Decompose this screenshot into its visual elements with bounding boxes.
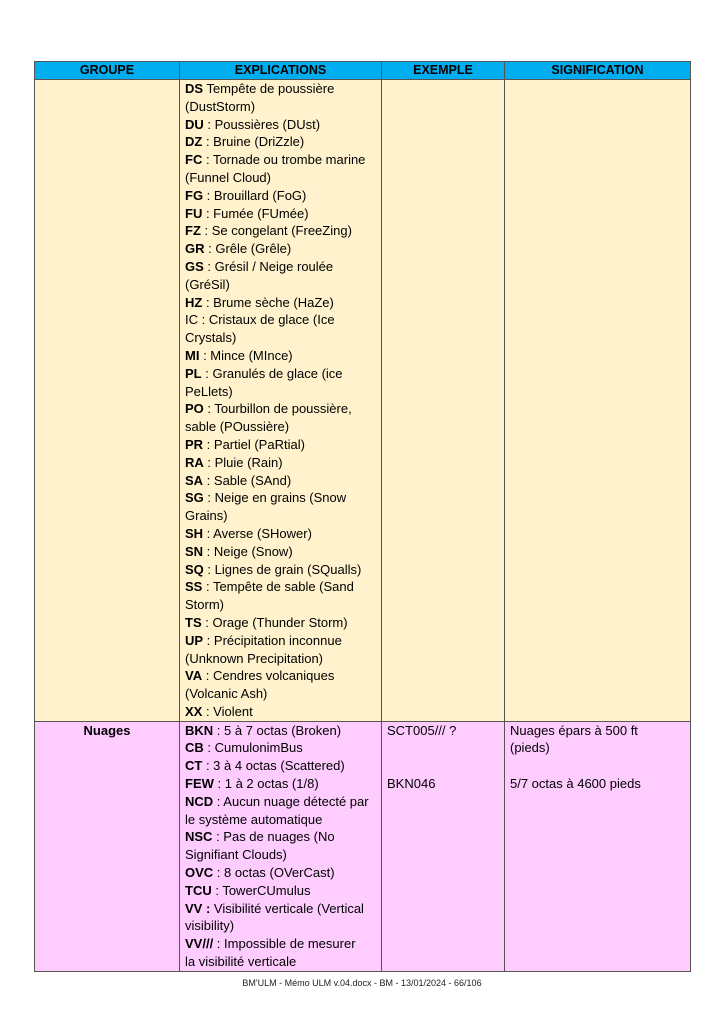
code-label: FEW	[185, 776, 214, 792]
code-description: : Orage (Thunder Storm)	[201, 614, 348, 630]
code-description: : Grésil / Neige roulée	[203, 258, 334, 274]
code-description: (GréSil)	[185, 276, 230, 292]
code-description: : Granulés de glace (ice	[201, 365, 343, 381]
header-explications: EXPLICATIONS	[180, 62, 382, 80]
code-label: CT	[185, 758, 203, 774]
explanation-line	[185, 294, 376, 312]
explanation-line	[185, 561, 376, 579]
explanation-line	[185, 311, 376, 329]
code-description: : Violent	[202, 703, 253, 719]
code-label: RA	[185, 454, 204, 470]
explanation-line	[185, 953, 376, 971]
code-description: : 1 à 2 octas (1/8)	[213, 776, 319, 792]
explanation-line	[185, 614, 376, 632]
code-label: FG	[185, 187, 204, 203]
code-label: TCU	[185, 882, 212, 898]
cell-line	[510, 757, 685, 775]
code-description: : Partiel (PaRtial)	[203, 436, 305, 452]
code-label: SG	[185, 490, 204, 506]
code-label: FC	[185, 152, 203, 168]
explanation-line	[185, 454, 376, 472]
explanation-line	[185, 329, 376, 347]
code-description: : 8 octas (OVerCast)	[213, 865, 335, 881]
explanation-line	[185, 596, 376, 614]
explanation-line	[185, 525, 376, 543]
code-description: : CumulonimBus	[203, 740, 303, 756]
code-description: la visibilité verticale	[185, 954, 297, 970]
code-description: : Cendres volcaniques	[202, 668, 335, 684]
cell-line: SCT005/// ?	[387, 722, 457, 738]
code-label: DZ	[185, 134, 203, 150]
code-label: FU	[185, 205, 203, 221]
code-label: NCD	[185, 793, 214, 809]
cell-line: (pieds)	[510, 740, 550, 756]
code-description: : 3 à 4 octas (Scattered)	[202, 758, 345, 774]
cell-line	[387, 757, 499, 775]
meaning-cell	[505, 80, 691, 722]
code-description: : Bruine (DriZzle)	[202, 134, 305, 150]
code-label: CB	[185, 740, 204, 756]
explanation-line	[185, 98, 376, 116]
code-label: XX	[185, 703, 203, 719]
code-label: PL	[185, 365, 202, 381]
explanation-line	[185, 757, 376, 775]
code-label: VV///	[185, 936, 214, 952]
table-row-weather	[35, 80, 691, 722]
explanation-line	[185, 507, 376, 525]
code-description: : Aucun nuage détecté par	[213, 793, 369, 809]
group-cell	[35, 80, 180, 722]
explanation-line	[185, 775, 376, 793]
code-description: IC : Cristaux de glace (Ice	[185, 312, 335, 328]
explanation-line	[185, 900, 376, 918]
code-description: PeLlets)	[185, 383, 233, 399]
explanation-line	[185, 793, 376, 811]
code-label: OVC	[185, 865, 214, 881]
explanation-line	[185, 418, 376, 436]
explanation-line	[185, 543, 376, 561]
code-description: Grains)	[185, 508, 228, 524]
explanation-line	[185, 685, 376, 703]
explanation-line	[185, 383, 376, 401]
example-cell	[382, 80, 505, 722]
explanation-line	[185, 828, 376, 846]
explanation-line	[185, 400, 376, 418]
code-description: : Pluie (Rain)	[203, 454, 283, 470]
explanation-line	[185, 365, 376, 383]
code-label: VA	[185, 668, 203, 684]
explanation-line	[185, 222, 376, 240]
code-label: UP	[185, 632, 204, 648]
code-label: BKN	[185, 722, 214, 738]
code-label: HZ	[185, 294, 203, 310]
code-description: (Unknown Precipitation)	[185, 650, 324, 666]
code-description: Visibilité verticale (Vertical	[210, 900, 364, 916]
explanation-line	[185, 276, 376, 294]
explanation-line	[185, 436, 376, 454]
explanation-line	[185, 80, 376, 98]
code-description: Storm)	[185, 597, 224, 613]
explanation-line	[185, 489, 376, 507]
code-description: Tempête de poussière	[203, 81, 335, 96]
code-description: : Pas de nuages (No	[212, 829, 335, 845]
code-label: DU	[185, 116, 204, 132]
explanation-line	[185, 864, 376, 882]
code-label: MI	[185, 347, 200, 363]
code-label: PO	[185, 401, 204, 417]
code-description: (Volcanic Ash)	[185, 686, 268, 702]
explanation-line	[185, 205, 376, 223]
code-description: : 5 à 7 octas (Broken)	[213, 722, 342, 738]
code-description: : Poussières (DUst)	[203, 116, 321, 132]
code-description: (DustStorm)	[185, 98, 256, 114]
code-description: : TowerCUmulus	[211, 882, 311, 898]
code-description: Signifiant Clouds)	[185, 847, 287, 863]
code-description: : Brouillard (FoG)	[203, 187, 307, 203]
code-label: GS	[185, 258, 204, 274]
code-label: GR	[185, 241, 205, 257]
explanation-line	[185, 578, 376, 596]
code-description: sable (POussière)	[185, 419, 290, 435]
cell-line: 5/7 octas à 4600 pieds	[510, 776, 641, 792]
explanation-line	[185, 722, 376, 740]
code-label: SA	[185, 472, 204, 488]
code-description: Crystals)	[185, 330, 237, 346]
explanation-line	[185, 151, 376, 169]
explanation-line	[185, 116, 376, 134]
explanation-line	[185, 811, 376, 829]
code-label: TS	[185, 614, 202, 630]
explanation-line	[185, 846, 376, 864]
code-description: : Impossible de mesurer	[213, 936, 356, 952]
page-footer: BM'ULM - Mémo ULM v.04.docx - BM - 13/01/2024 - 66/106	[242, 978, 482, 988]
code-description: : Précipitation inconnue	[203, 632, 342, 648]
explanation-line	[185, 739, 376, 757]
code-description: (Funnel Cloud)	[185, 169, 271, 185]
code-label: DS	[185, 81, 204, 96]
code-label: SQ	[185, 561, 204, 577]
code-description: : Neige en grains (Snow	[203, 490, 347, 506]
example-cell	[382, 721, 505, 971]
code-label: SH	[185, 525, 204, 541]
code-description: : Se congelant (FreeZing)	[200, 223, 352, 239]
code-description: : Averse (SHower)	[203, 525, 312, 541]
explanation-line	[185, 347, 376, 365]
code-label: PR	[185, 436, 204, 452]
header-signification: SIGNIFICATION	[505, 62, 691, 80]
code-description: : Brume sèche (HaZe)	[202, 294, 334, 310]
code-description: : Tourbillon de poussière,	[203, 401, 352, 417]
code-description: : Mince (MInce)	[199, 347, 293, 363]
explanation-line	[185, 472, 376, 490]
explanation-line	[185, 240, 376, 258]
explanation-line	[185, 935, 376, 953]
header-row	[35, 62, 691, 80]
code-description: : Grêle (Grêle)	[204, 241, 292, 257]
table-row-nuages	[35, 721, 691, 971]
code-description: : Lignes de grain (SQualls)	[203, 561, 362, 577]
cell-line: Nuages épars à 500 ft	[510, 722, 638, 738]
explications-cell	[180, 721, 382, 971]
code-label: FZ	[185, 223, 201, 239]
code-label: SN	[185, 543, 204, 559]
explanation-line	[185, 703, 376, 721]
code-description: : Fumée (FUmée)	[202, 205, 309, 221]
explanation-line	[185, 169, 376, 187]
explanation-line	[185, 882, 376, 900]
code-description: : Sable (SAnd)	[203, 472, 292, 488]
group-cell: Nuages	[35, 721, 180, 971]
explanation-line	[185, 133, 376, 151]
code-label: VV :	[185, 900, 211, 916]
explanation-line	[185, 187, 376, 205]
explanation-line	[185, 667, 376, 685]
meaning-cell	[505, 721, 691, 971]
cell-line: BKN046	[387, 776, 436, 792]
explanation-line	[185, 632, 376, 650]
explanation-line	[185, 650, 376, 668]
code-description: le système automatique	[185, 811, 323, 827]
code-description: : Tempête de sable (Sand	[202, 579, 354, 595]
header-groupe: GROUPE	[35, 62, 180, 80]
explanation-line	[185, 258, 376, 276]
header-exemple: EXEMPLE	[382, 62, 505, 80]
code-label: SS	[185, 579, 203, 595]
code-description: : Tornade ou trombe marine	[202, 152, 366, 168]
memo-table	[34, 61, 691, 972]
explanation-line	[185, 917, 376, 935]
cell-line	[387, 739, 499, 757]
explications-cell	[180, 80, 382, 722]
code-description: visibility)	[185, 918, 235, 934]
code-label: NSC	[185, 829, 213, 845]
code-description: : Neige (Snow)	[203, 543, 293, 559]
